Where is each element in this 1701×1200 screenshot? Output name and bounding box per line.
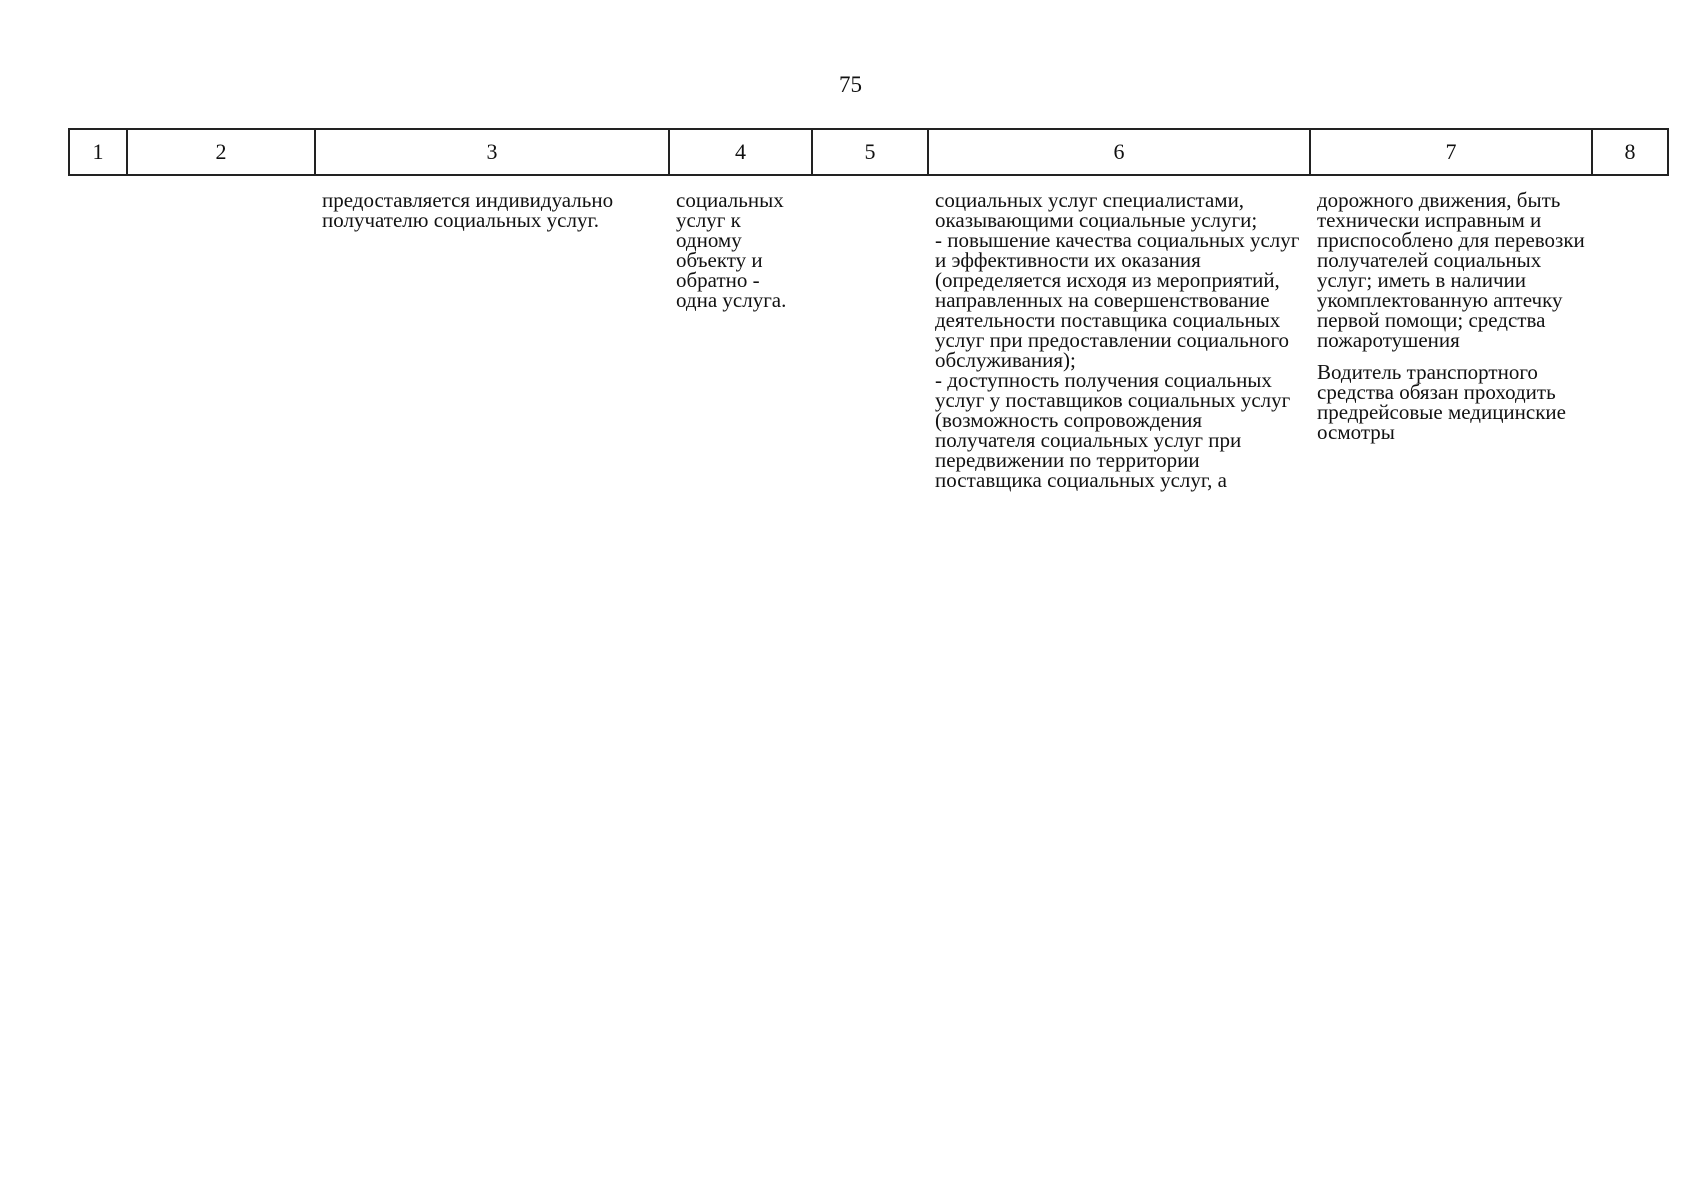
cell-col2 xyxy=(127,175,315,490)
services-table xyxy=(68,128,1669,490)
page-number: 75 xyxy=(839,72,862,97)
col7-paragraph-1: дорожного движения, быть технически исправным и приспособлено для перевозки получателей социальных услуг; иметь в наличии укомплектованную аптечку первой помощи; средства пожаротушения xyxy=(1317,188,1585,352)
cell-col6: социальных услуг специалистами, оказывающими социальные услуги; - повышение качества социальных услуг и эффективности их оказания (определяется исходя из мероприятий, направленных на совершенствование деятельности поставщика социальных услуг при предоставлении социального обслуживания); - доступность получения социальных услуг у поставщиков социальных услуг (возможность сопровождения получателя социальных услуг при передвижении по территории поставщика социальных услуг, а xyxy=(935,188,1300,492)
cell-col3: предоставляется индивидуально получателю социальных услуг. xyxy=(322,188,614,232)
column-header-4: 4 xyxy=(669,129,812,175)
cell-col1 xyxy=(69,175,127,490)
column-header-5: 5 xyxy=(812,129,928,175)
col7-paragraph-2: Водитель транспортного средства обязан проходить предрейсовые медицинские осмотры xyxy=(1317,360,1566,444)
column-header-8: 8 xyxy=(1592,129,1668,175)
cell-col5 xyxy=(812,175,928,490)
column-header-6: 6 xyxy=(928,129,1310,175)
header-row xyxy=(69,129,1668,175)
cell-col8 xyxy=(1592,175,1668,490)
column-header-7: 7 xyxy=(1310,129,1592,175)
column-header-3: 3 xyxy=(315,129,669,175)
cell-col7 xyxy=(1310,175,1592,490)
table-row xyxy=(69,175,1668,490)
column-header-2: 2 xyxy=(127,129,315,175)
cell-col4: социальных услуг к одному объекту и обратно - одна услуга. xyxy=(676,188,787,312)
column-header-1: 1 xyxy=(69,129,127,175)
